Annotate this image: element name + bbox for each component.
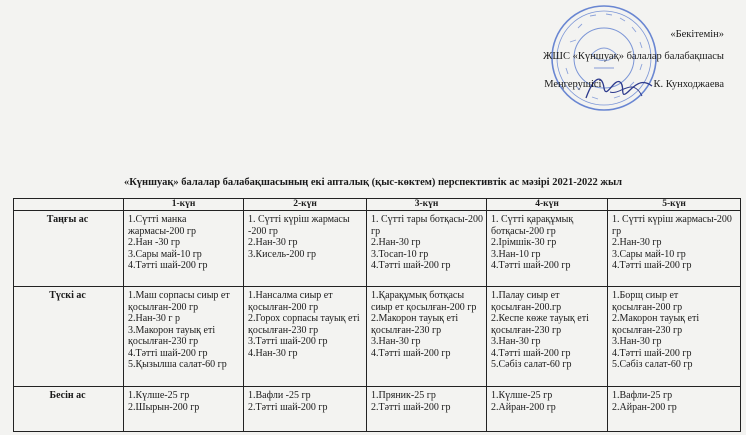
table-row <box>14 387 741 432</box>
menu-item: 2.Кеспе көже тауық еті қосылған-230 гр <box>491 313 589 336</box>
menu-item: 4.Тәтті шай-200 гр <box>491 347 571 359</box>
meal-name: Таңғы ас <box>14 211 124 287</box>
menu-item: 1.Палау сиыр ет қосылған-200.гр <box>491 290 562 313</box>
menu-item: 3.Сары май-10 гр <box>612 248 686 260</box>
menu-item: 1.Қарақұмық ботқасы сиыр ет қосылған-200 гр <box>371 290 477 313</box>
approval-heading: «Бекітемін» <box>670 29 724 40</box>
menu-item: 2.Нан-30 г р <box>128 313 180 324</box>
menu-item: 1.Күлше-25 гр <box>491 390 553 401</box>
menu-item: 2.Нан-30 гр <box>371 237 421 248</box>
day-4-cell <box>487 387 608 432</box>
menu-item: 5.Қызылша салат-60 гр <box>128 359 227 370</box>
menu-item: 5.Сәбіз салат-60 гр <box>491 359 572 370</box>
menu-item: 3.Нан-30 гр <box>371 336 421 347</box>
menu-item: 4.Тәтті шай-200 гр <box>371 260 451 271</box>
approval-role: Меңгерушісі <box>544 79 602 90</box>
day-3-cell <box>367 211 487 287</box>
menu-item: 4.Тәтті шай-200 гр <box>128 260 208 271</box>
menu-item: 5.Сәбіз салат-60 гр <box>612 359 693 370</box>
menu-item: 2.Нан-30 гр <box>248 237 298 248</box>
menu-item: 1.Нансалма сиыр ет қосылған-200 гр <box>248 290 333 313</box>
menu-item: 4.Тәтті шай-200 гр <box>491 260 571 271</box>
menu-item: 1.Пряник-25 гр <box>371 390 436 401</box>
day-3-cell <box>367 287 487 387</box>
menu-item: 3.Тосап-10 гр <box>371 248 429 260</box>
menu-item: 2.Шырын-200 гр <box>128 401 200 413</box>
menu-item: 1.Маш сорпасы сиыр ет қосылған-200 гр <box>128 290 230 313</box>
menu-item: 1. Сүтті күріш жармасы-200 гр <box>612 214 732 237</box>
table-header-row <box>14 199 741 211</box>
menu-item: 1.Борщ сиыр ет қосылған-200 гр <box>612 290 683 313</box>
approval-name: К. Кунходжаева <box>653 79 724 90</box>
day-1-cell <box>124 211 244 287</box>
menu-item: 2.Нан -30 гр <box>128 237 180 248</box>
menu-item: 2.Ірімшік-30 гр <box>491 237 557 248</box>
day-2-cell <box>244 211 367 287</box>
menu-item: 1. Сүтті күріш жармасы -200 гр <box>248 214 350 237</box>
header-day-1: 1-күн <box>124 199 244 211</box>
menu-item: 2.Горох сорпасы тауық еті қосылған-230 гр <box>248 313 360 336</box>
approval-signatory <box>544 80 724 91</box>
menu-item: 3.Сары май-10 гр <box>128 248 202 260</box>
meal-name: Бесін ас <box>14 387 124 432</box>
day-3-cell <box>367 387 487 432</box>
menu-item: 4.Тәтті шай-200 гр <box>371 347 451 359</box>
menu-item: 1. Сүтті қарақұмық ботқасы-200 гр <box>491 214 574 237</box>
day-5-cell <box>608 287 741 387</box>
menu-item: 2.Макорон тауық еті қосылған-230 гр <box>371 313 459 336</box>
menu-item: 1.Күлше-25 гр <box>128 390 190 401</box>
menu-item: 4.Тәтті шай-200 гр <box>128 347 208 359</box>
menu-item: 2.Тәтті шай-200 гр <box>248 401 328 413</box>
menu-table <box>13 198 741 432</box>
header-day-5: 5-күн <box>608 199 741 211</box>
document-title: «Күншуақ» балалар балабақшасының екі апталық (қыс-көктем) перспективтік ас мәзірі 2021-2022 жыл <box>123 177 623 188</box>
table-row <box>14 211 741 287</box>
menu-item: 1.Вафли-25 гр <box>612 390 673 401</box>
menu-item: 3.Нан-30 гр <box>491 336 541 347</box>
menu-item: 4.Тәтті шай-200 гр <box>612 347 692 359</box>
menu-item: 3.Макорон тауық еті қосылған-230 гр <box>128 324 216 347</box>
menu-item: 2.Нан-30 гр <box>612 237 662 248</box>
day-2-cell <box>244 387 367 432</box>
menu-item: 1. Сүтті тары ботқасы-200 гр <box>371 214 483 237</box>
day-4-cell <box>487 287 608 387</box>
day-1-cell <box>124 287 244 387</box>
header-day-4: 4-күн <box>487 199 608 211</box>
meal-name: Түскі ас <box>14 287 124 387</box>
day-5-cell <box>608 387 741 432</box>
menu-item: 2.Айран-200 гр <box>612 401 677 413</box>
approval-organization: ЖШС «Күншуақ» балалар балабақшасы <box>542 51 724 62</box>
menu-item: 1.Сүтті манка жармасы-200 гр <box>128 214 196 237</box>
day-1-cell <box>124 387 244 432</box>
menu-item: 3.Нан-10 гр <box>491 248 541 260</box>
menu-item: 4.Нан-30 гр <box>248 347 298 359</box>
header-day-2: 2-күн <box>244 199 367 211</box>
table-row <box>14 287 741 387</box>
day-5-cell <box>608 211 741 287</box>
header-meal <box>14 199 124 211</box>
menu-item: 2.Айран-200 гр <box>491 401 556 413</box>
menu-item: 4.Тәтті шай-200 гр <box>612 260 692 271</box>
menu-item: 1.Вафли -25 гр <box>248 390 311 401</box>
menu-item: 3.Тәтті шай-200 гр <box>248 336 328 347</box>
day-4-cell <box>487 211 608 287</box>
menu-item: 3.Нан-30 гр <box>612 336 662 347</box>
day-2-cell <box>244 287 367 387</box>
header-day-3: 3-күн <box>367 199 487 211</box>
menu-item: 2.Тәтті шай-200 гр <box>371 401 451 413</box>
menu-item: 3.Кисель-200 гр <box>248 248 317 260</box>
menu-item: 2.Макорон тауық еті қосылған-230 гр <box>612 313 700 336</box>
